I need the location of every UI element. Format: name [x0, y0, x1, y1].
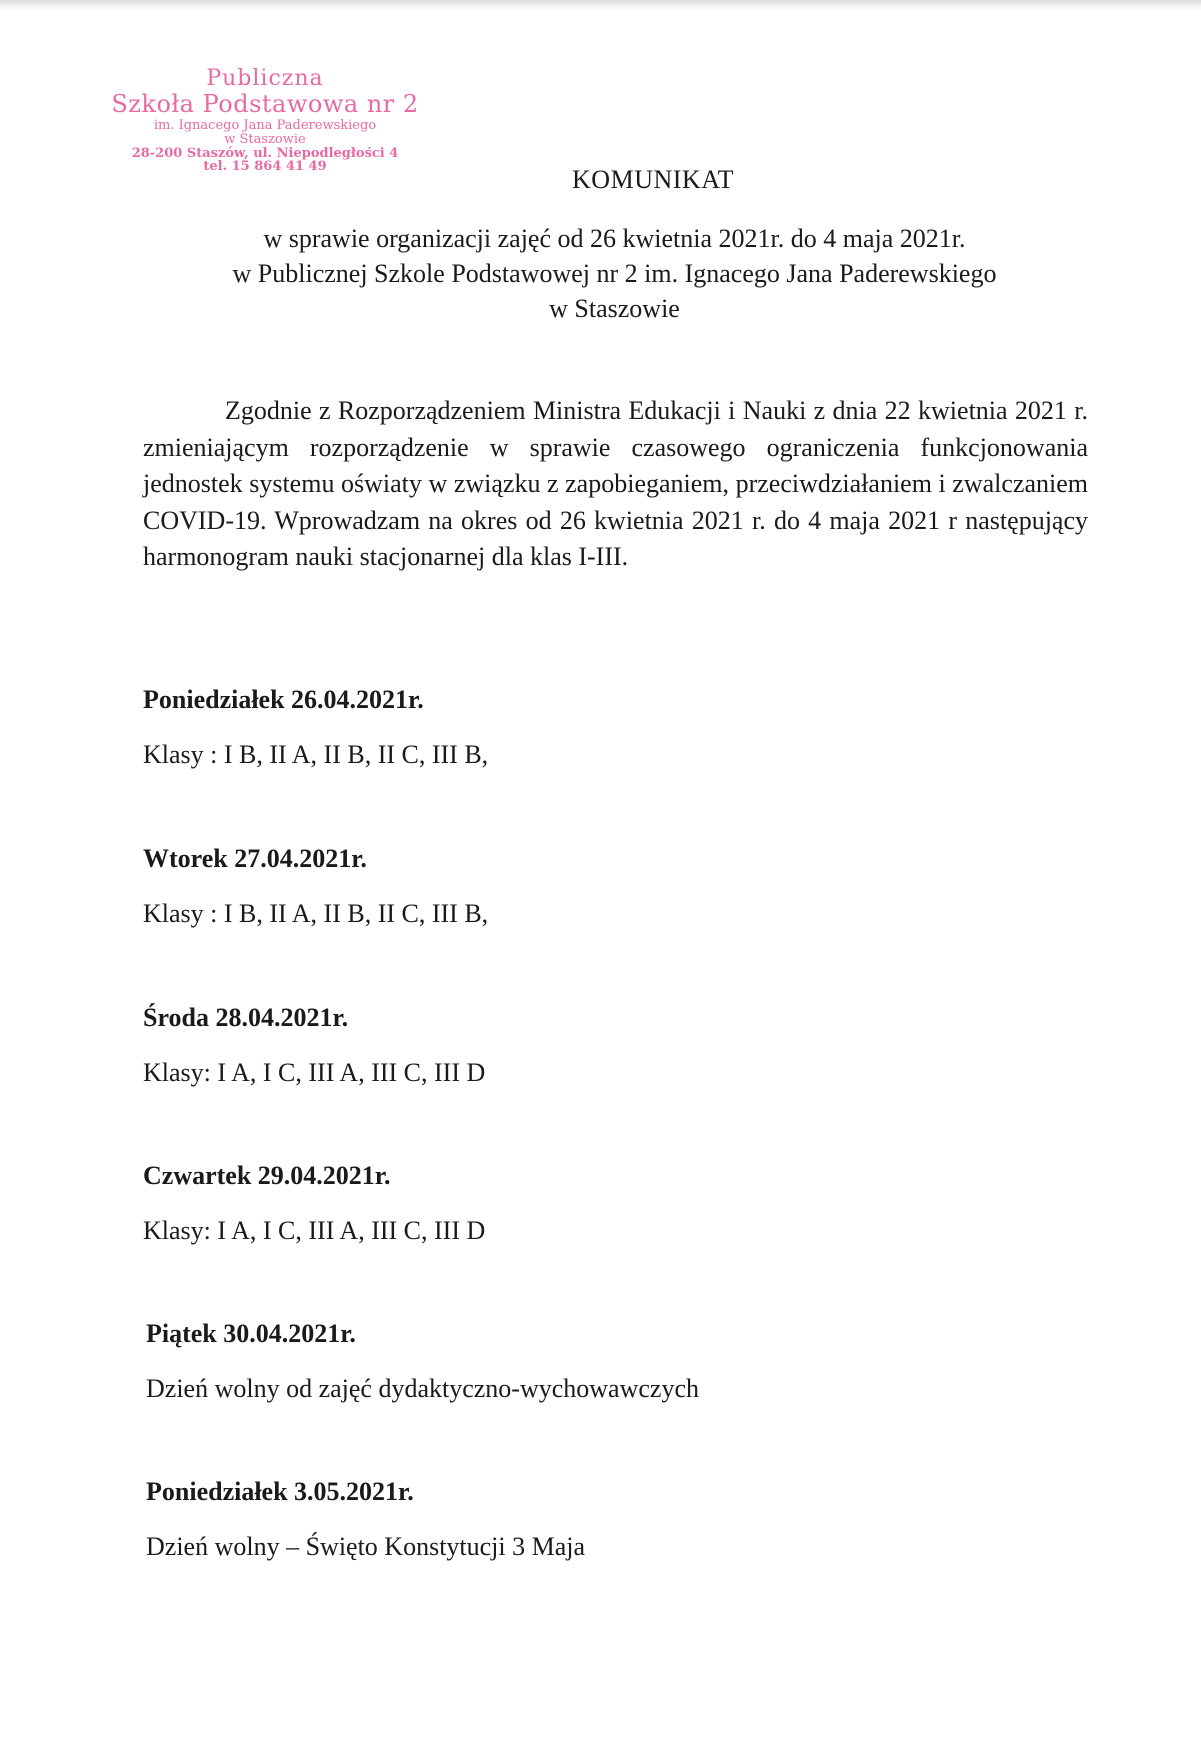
schedule-classes: Klasy : I B, II A, II B, II C, III B,: [143, 740, 489, 769]
body-paragraph: Zgodnie z Rozporządzeniem Ministra Edukacji i Nauki z dnia 22 kwietnia 2021 r. zmieniającym rozporządzenie w sprawie czasowego ograniczenia funkcjonowania jednostek systemu oświaty w związku z zapobieganiem, przeciwdziałaniem i zwalczaniem COVID-19. Wprowadzam na okres od 26 kwietnia 2021 r. do 4 maja 2021 r następujący harmonogram nauki stacjonarnej dla klas I-III.: [143, 396, 1088, 571]
schedule-day: Czwartek 29.04.2021r.: [143, 1161, 391, 1190]
stamp-line: im. Ignacego Jana Paderewskiego: [153, 118, 377, 133]
schedule-day: Środa 28.04.2021r.: [143, 1003, 349, 1032]
stamp-line: 28-200 Staszów, ul. Niepodległości 4: [131, 146, 399, 161]
schedule-classes: Klasy: I A, I C, III A, III C, III D: [143, 1216, 486, 1245]
subtitle-line: w Publicznej Szkole Podstawowej nr 2 im. Ignacego Jana Paderewskiego: [232, 259, 997, 288]
schedule-entry: [143, 1160, 1043, 1247]
schedule-day: Poniedziałek 3.05.2021r.: [146, 1477, 414, 1506]
stamp-line: w Staszowie: [224, 132, 306, 147]
document-subtitle: [0, 221, 1201, 326]
schedule-classes: Klasy: I A, I C, III A, III C, III D: [143, 1058, 486, 1087]
scan-edge: [0, 0, 1201, 10]
schedule-classes: Klasy : I B, II A, II B, II C, III B,: [143, 899, 489, 928]
schedule-entry: [146, 1318, 1046, 1405]
schedule-entry: [143, 1002, 1043, 1089]
stamp-line: Publiczna: [206, 66, 324, 91]
stamp-line: tel. 15 864 41 49: [203, 159, 327, 174]
stamp-line: Szkoła Podstawowa nr 2: [111, 90, 419, 118]
schedule-day: Piątek 30.04.2021r.: [146, 1319, 356, 1348]
schedule-classes: Dzień wolny od zajęć dydaktyczno-wychowawczych: [146, 1374, 699, 1403]
schedule-entry: [146, 1476, 1046, 1563]
subtitle-line: w Staszowie: [549, 294, 680, 323]
school-stamp: [95, 68, 435, 173]
schedule-classes: Dzień wolny – Święto Konstytucji 3 Maja: [146, 1532, 586, 1561]
schedule-day: Poniedziałek 26.04.2021r.: [143, 685, 424, 714]
document-title: KOMUNIKAT: [572, 165, 734, 194]
schedule-entry: [143, 684, 1043, 771]
subtitle-line: w sprawie organizacji zajęć od 26 kwietnia 2021r. do 4 maja 2021r.: [263, 224, 966, 253]
schedule-day: Wtorek 27.04.2021r.: [143, 844, 367, 873]
schedule-entry: [143, 843, 1043, 930]
